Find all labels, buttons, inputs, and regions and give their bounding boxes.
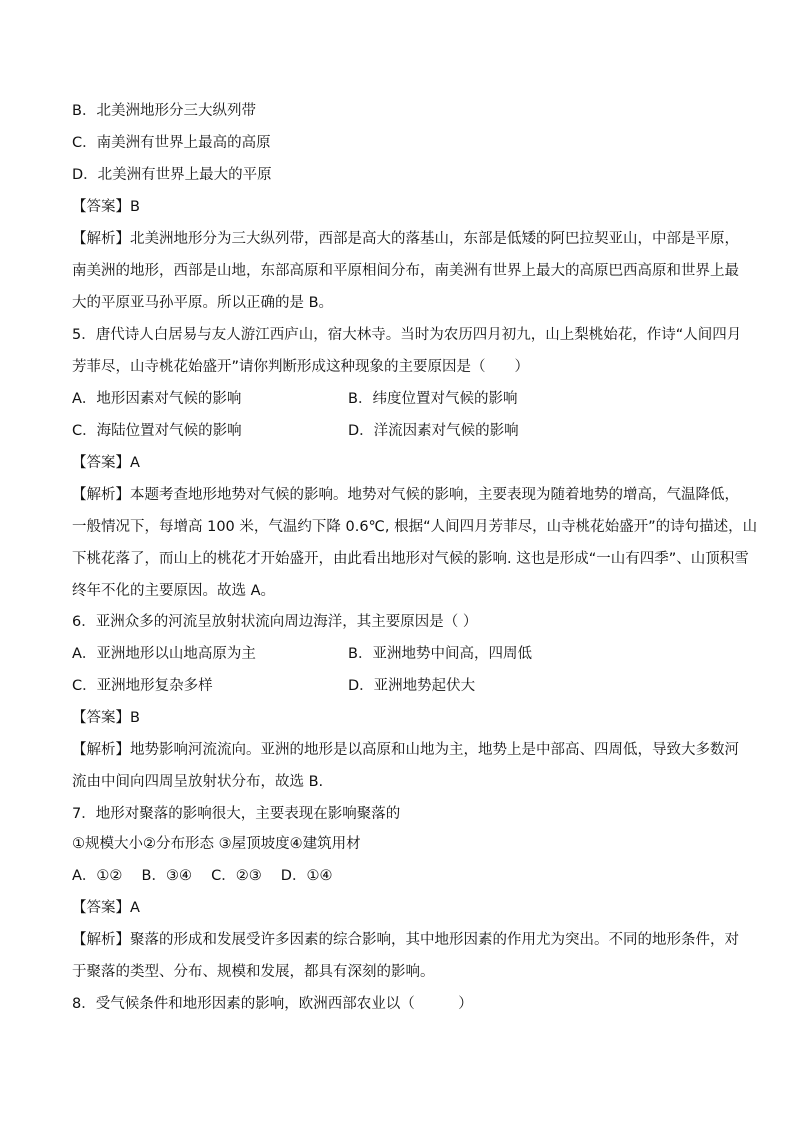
q5-analysis-line-2: 一般情况下，每增高 100 米，气温约下降 0.6℃, 根据“人间四月芳菲尽，山寺桃花始盛开”的诗句描述，山 — [72, 519, 758, 535]
q6-option-a: A．亚洲地形以山地高原为主 — [72, 646, 256, 662]
q4-analysis-line-1: 【解析】北美洲地形分为三大纵列带，西部是高大的落基山，东部是低矮的阿巴拉契亚山，中部是平原， — [72, 231, 739, 247]
q4-analysis-line-2: 南美洲的地形，西部是山地，东部高原和平原相间分布，南美洲有世界上最大的高原巴西高原和世界上最 — [72, 263, 739, 279]
q4-option-c: C．南美洲有世界上最高的高原 — [72, 135, 271, 151]
q6-option-b: B．亚洲地势中间高，四周低 — [348, 646, 532, 662]
q6-analysis-line-2: 流由中间向四周呈放射状分布，故选 B. — [72, 774, 324, 790]
q6-option-c: C．亚洲地形复杂多样 — [72, 678, 213, 694]
q7-stem: 7．地形对聚落的影响很大，主要表现在影响聚落的 — [72, 806, 401, 822]
q7-analysis-line-2: 于聚落的类型、分布、规模和发展，都具有深刻的影响。 — [72, 964, 435, 980]
q4-option-d: D．北美洲有世界上最大的平原 — [72, 167, 272, 183]
q6-option-d: D．亚洲地势起伏大 — [348, 678, 476, 694]
q5-answer: 【答案】A — [72, 455, 140, 471]
q5-stem-line-2: 芳菲尽，山寺桃花始盛开”请你判断形成这种现象的主要原因是（ ） — [72, 359, 530, 375]
q5-option-d: D．洋流因素对气候的影响 — [348, 423, 519, 439]
q5-analysis-line-3: 下桃花落了，而山上的桃花才开始盛开，由此看出地形对气候的影响. 这也是形成“一山有四季”、山顶积雪 — [72, 551, 749, 567]
q5-analysis-line-1: 【解析】本题考查地形地势对气候的影响。地势对气候的影响，主要表现为随着地势的增高，气温降低， — [72, 487, 739, 503]
q4-option-b: B．北美洲地形分三大纵列带 — [72, 103, 256, 119]
q5-stem-line-1: 5．唐代诗人白居易与友人游江西庐山，宿大林寺。当时为农历四月初九，山上梨桃始花，作诗“人间四月 — [72, 327, 742, 343]
q7-answer: 【答案】A — [72, 900, 140, 916]
q4-analysis-line-3: 大的平原亚马孙平原。所以正确的是 B。 — [72, 295, 334, 311]
q6-answer: 【答案】B — [72, 710, 140, 726]
q5-option-b: B．纬度位置对气候的影响 — [348, 391, 518, 407]
q7-options: A．①② B．③④ C．②③ D．①④ — [72, 868, 333, 884]
q6-stem: 6．亚洲众多的河流呈放射状流向周边海洋，其主要原因是（ ） — [72, 614, 478, 630]
q4-answer: 【答案】B — [72, 199, 140, 215]
q7-items: ①规模大小②分布形态 ③屋顶坡度④建筑用材 — [72, 836, 361, 852]
q5-analysis-line-4: 终年不化的主要原因。故选 A。 — [72, 583, 276, 599]
q5-option-c: C．海陆位置对气候的影响 — [72, 423, 242, 439]
q6-analysis-line-1: 【解析】地势影响河流流向。亚洲的地形是以高原和山地为主，地势上是中部高、四周低，导致大多数河 — [72, 742, 739, 758]
q7-analysis-line-1: 【解析】聚落的形成和发展受许多因素的综合影响，其中地形因素的作用尤为突出。不同的地形条件，对 — [72, 932, 739, 948]
q8-stem: 8．受气候条件和地形因素的影响，欧洲西部农业以（ ） — [72, 996, 473, 1012]
q5-option-a: A．地形因素对气候的影响 — [72, 391, 242, 407]
